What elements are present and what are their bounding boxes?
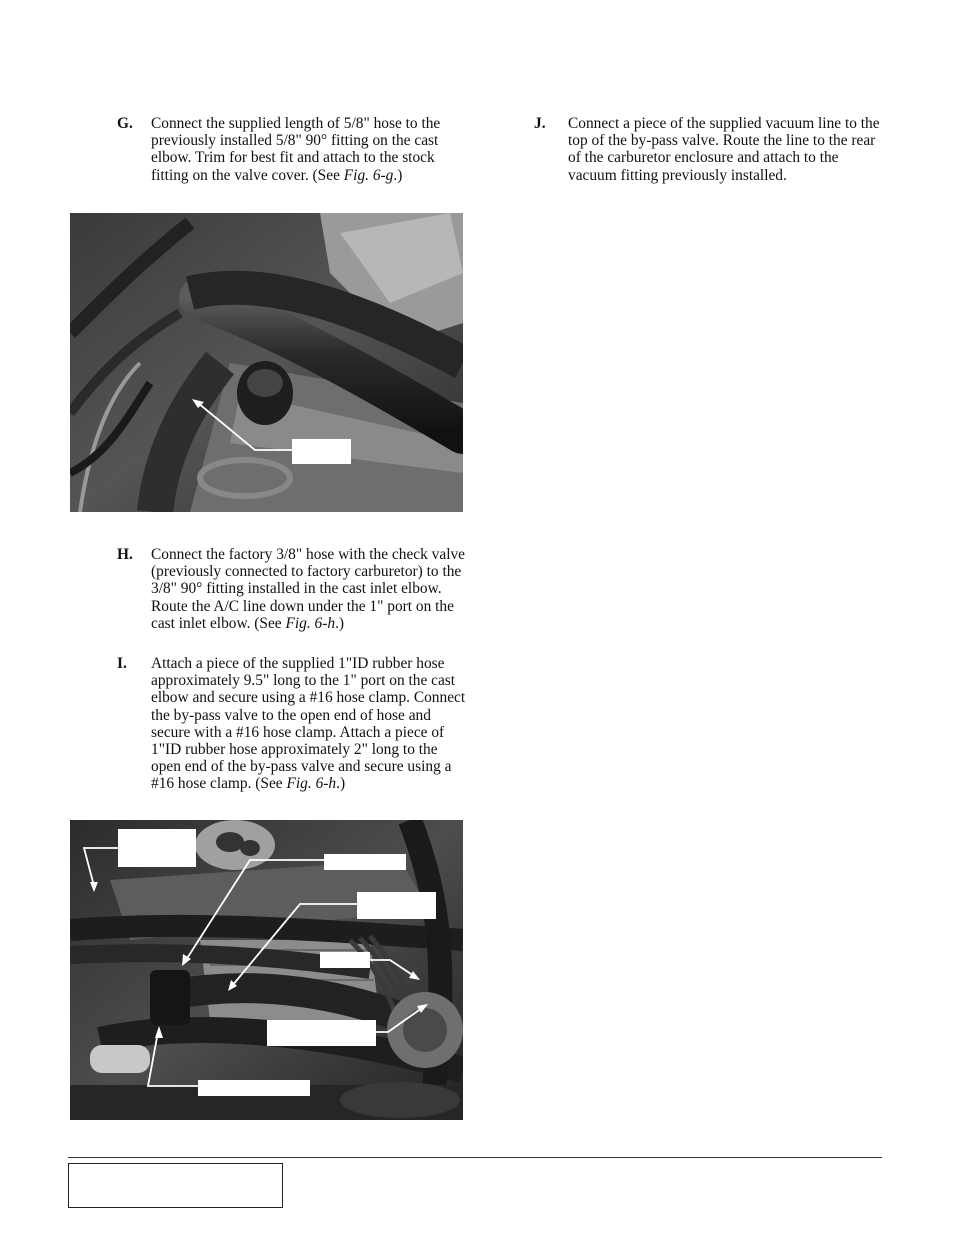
step-h-letter: H.: [117, 546, 133, 563]
footer-box: [68, 1163, 283, 1208]
step-i-fig-ref: Fig. 6-h: [286, 775, 337, 793]
callout-label-h4: [320, 952, 370, 968]
engine-bay-photo-g: [70, 213, 463, 512]
callout-label-h1: [118, 829, 196, 867]
callout-label-h6: [198, 1080, 310, 1096]
step-g-close: .): [393, 166, 403, 184]
step-h-text: [151, 546, 467, 632]
step-h-body: Connect the factory 3/8" hose with the check valve (previously connected to factory carburetor) to the 3/8" 90° fitting installed in the cast inlet elbow. Route the A/C line down under the 1" port on the cast inlet elbow. (See: [151, 546, 465, 632]
callout-label-h5: [267, 1020, 376, 1046]
callout-label-g: [292, 439, 351, 464]
callout-label-h2: [324, 854, 406, 870]
step-i-close: .): [336, 775, 346, 793]
figure-6g-photo: [70, 213, 463, 512]
step-g-text: [151, 115, 467, 184]
step-h-close: .): [335, 614, 345, 632]
step-i-body: Attach a piece of the supplied 1"ID rubber hose approximately 9.5" long to the 1" port on the cast elbow and secure using a #16 hose clamp. Connect the by-pass valve to the open end of hose and secure with a #16 hose clamp. Attach a piece of 1"ID rubber hose approximately 2" long to the open end of the by-pass valve and secure using a #16 hose clamp. (See: [151, 655, 466, 793]
step-j-letter: J.: [534, 115, 546, 132]
step-j-text: [568, 115, 884, 184]
callout-label-h3: [357, 892, 436, 919]
step-h-fig-ref: Fig. 6-h: [285, 614, 336, 632]
step-i-text: [151, 655, 467, 793]
step-g-body: Connect the supplied length of 5/8" hose to the previously installed 5/8" 90° fitting on the cast elbow. Trim for best fit and attach to the stock fitting on the valve cover. (See: [151, 115, 441, 184]
step-i-letter: I.: [117, 655, 127, 672]
step-g-fig-ref: Fig. 6-g: [343, 166, 394, 184]
footer-divider: [68, 1157, 882, 1158]
step-j-body: Connect a piece of the supplied vacuum line to the top of the by-pass valve. Route the line to the rear of the carburetor enclosure and attach to the vacuum fitting previously installed.: [568, 115, 880, 184]
step-g-letter: G.: [117, 115, 133, 132]
figure-6h-photo: [70, 820, 463, 1120]
